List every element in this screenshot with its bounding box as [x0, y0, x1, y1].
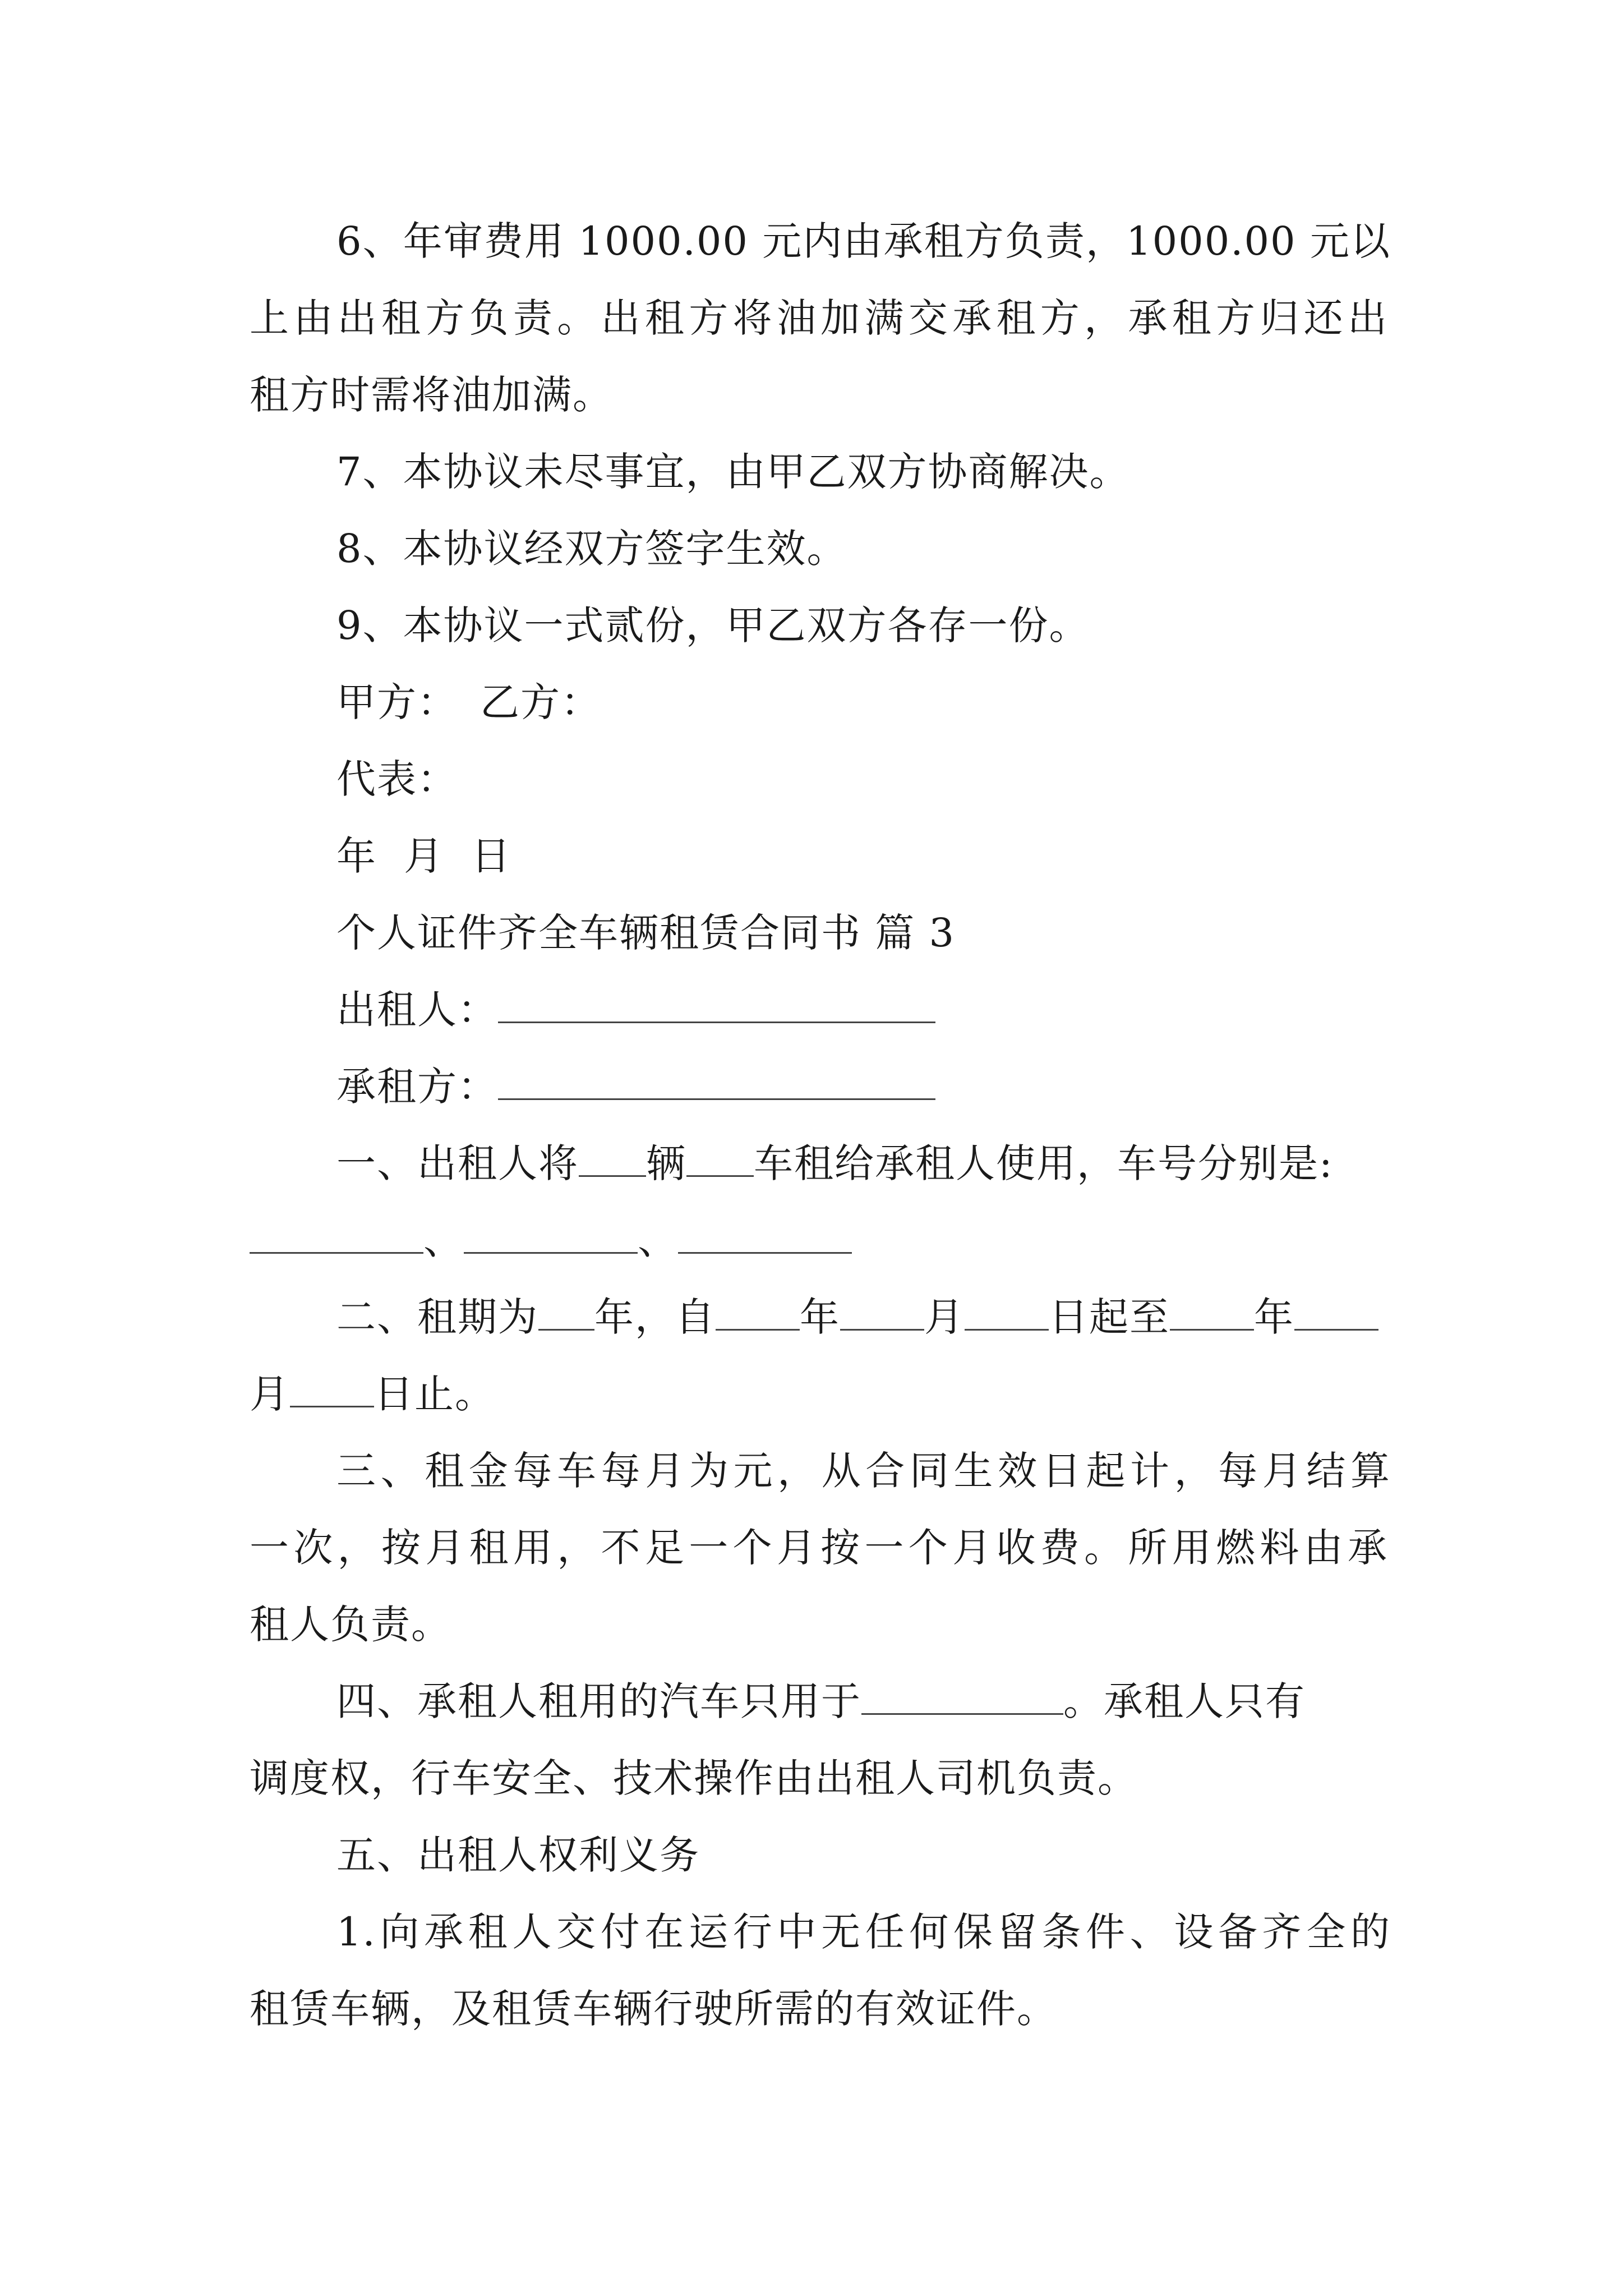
party-a-label: 甲方： — [336, 679, 458, 725]
end-month-blank — [1294, 1295, 1378, 1331]
section-5-1-line-2: 租赁车辆，及租赁车辆行驶所需的有效证件。 — [250, 1986, 1057, 2032]
representative-label: 代表： — [336, 756, 458, 802]
section-3-line-3: 租人负责。 — [250, 1602, 451, 1648]
term-years-blank — [538, 1295, 594, 1331]
section-4-text-b: 。承租人只有 — [1063, 1678, 1306, 1724]
section-2-text-g: 月 — [250, 1371, 290, 1417]
section-1-line-1 — [336, 1138, 1391, 1189]
signature-date — [336, 831, 1391, 881]
plate-separator-1: 、 — [423, 1217, 464, 1263]
section-1-text-a: 一、出租人将 — [336, 1140, 579, 1186]
clause-6-line-2: 上由出租方负责。出租方将油加满交承租方，承租方归还出 — [250, 295, 1388, 341]
start-year-blank — [716, 1295, 800, 1331]
date-month: 月 — [404, 833, 444, 879]
lessor-blank — [498, 988, 935, 1023]
signature-parties — [336, 677, 1391, 728]
section-2-text-c: 年 — [800, 1294, 840, 1340]
section-5-heading: 五、出租人权利义务 — [336, 1832, 700, 1878]
section-2-line-2 — [250, 1369, 1388, 1419]
section-1-line-2 — [250, 1215, 1388, 1266]
lessee-label: 承租方： — [336, 1064, 498, 1110]
clause-8: 8、本协议经双方签字生效。 — [336, 526, 847, 572]
vehicle-type-blank — [686, 1142, 754, 1177]
section-2-line-1 — [336, 1292, 1391, 1342]
clause-6-line-1: 6、年审费用 1000.00 元内由承租方负责，1000.00 元以 — [336, 218, 1391, 264]
date-year: 年 — [336, 833, 377, 879]
clause-6-line-3: 租方时需将油加满。 — [250, 372, 613, 418]
section-4-line-1 — [336, 1676, 1391, 1727]
vehicle-count-blank — [579, 1142, 646, 1177]
lessee-line — [336, 1061, 1391, 1112]
plate-number-blank-2 — [464, 1218, 638, 1254]
usage-purpose-blank — [861, 1680, 1063, 1715]
section-4-text-a: 四、承租人租用的汽车只用于 — [336, 1678, 861, 1724]
date-day: 日 — [471, 833, 511, 879]
section-3-line-2: 一次，按月租用，不足一个月按一个月收费。所用燃料由承 — [250, 1525, 1388, 1571]
section-2-text-h: 日止。 — [374, 1371, 495, 1417]
end-day-blank — [290, 1372, 374, 1407]
end-year-blank — [1170, 1295, 1254, 1331]
plate-number-blank-3 — [678, 1218, 852, 1254]
start-day-blank — [965, 1295, 1049, 1331]
lessor-line — [336, 984, 1391, 1035]
section-2-text-f: 年 — [1254, 1294, 1294, 1340]
section-4-line-2: 调度权，行车安全、技术操作由出租人司机负责。 — [250, 1755, 1138, 1801]
plate-separator-2: 、 — [638, 1217, 678, 1263]
clause-9: 9、本协议一式贰份，甲乙双方各存一份。 — [336, 602, 1090, 648]
section-1-text-b: 辆 — [646, 1140, 686, 1186]
contract-heading: 个人证件齐全车辆租赁合同书 篇 3 — [336, 910, 956, 956]
section-2-text-a: 二、租期为 — [336, 1294, 538, 1340]
party-b-label: 乙方： — [480, 679, 601, 725]
clause-7: 7、本协议未尽事宜，由甲乙双方协商解决。 — [336, 449, 1130, 495]
section-2-text-d: 月 — [924, 1294, 965, 1340]
start-month-blank — [840, 1295, 924, 1331]
plate-number-blank-1 — [250, 1218, 423, 1254]
section-5-1-line-1: 1.向承租人交付在运行中无任何保留条件、设备齐全的 — [336, 1909, 1391, 1955]
section-2-text-e: 日起至 — [1049, 1294, 1170, 1340]
section-1-text-c: 车租给承租人使用，车号分别是: — [754, 1140, 1334, 1186]
section-2-text-b: 年，自 — [594, 1294, 716, 1340]
lessee-blank — [498, 1065, 935, 1100]
lessor-label: 出租人： — [336, 987, 498, 1033]
section-3-line-1: 三、租金每车每月为元，从合同生效日起计，每月结算 — [336, 1448, 1391, 1494]
